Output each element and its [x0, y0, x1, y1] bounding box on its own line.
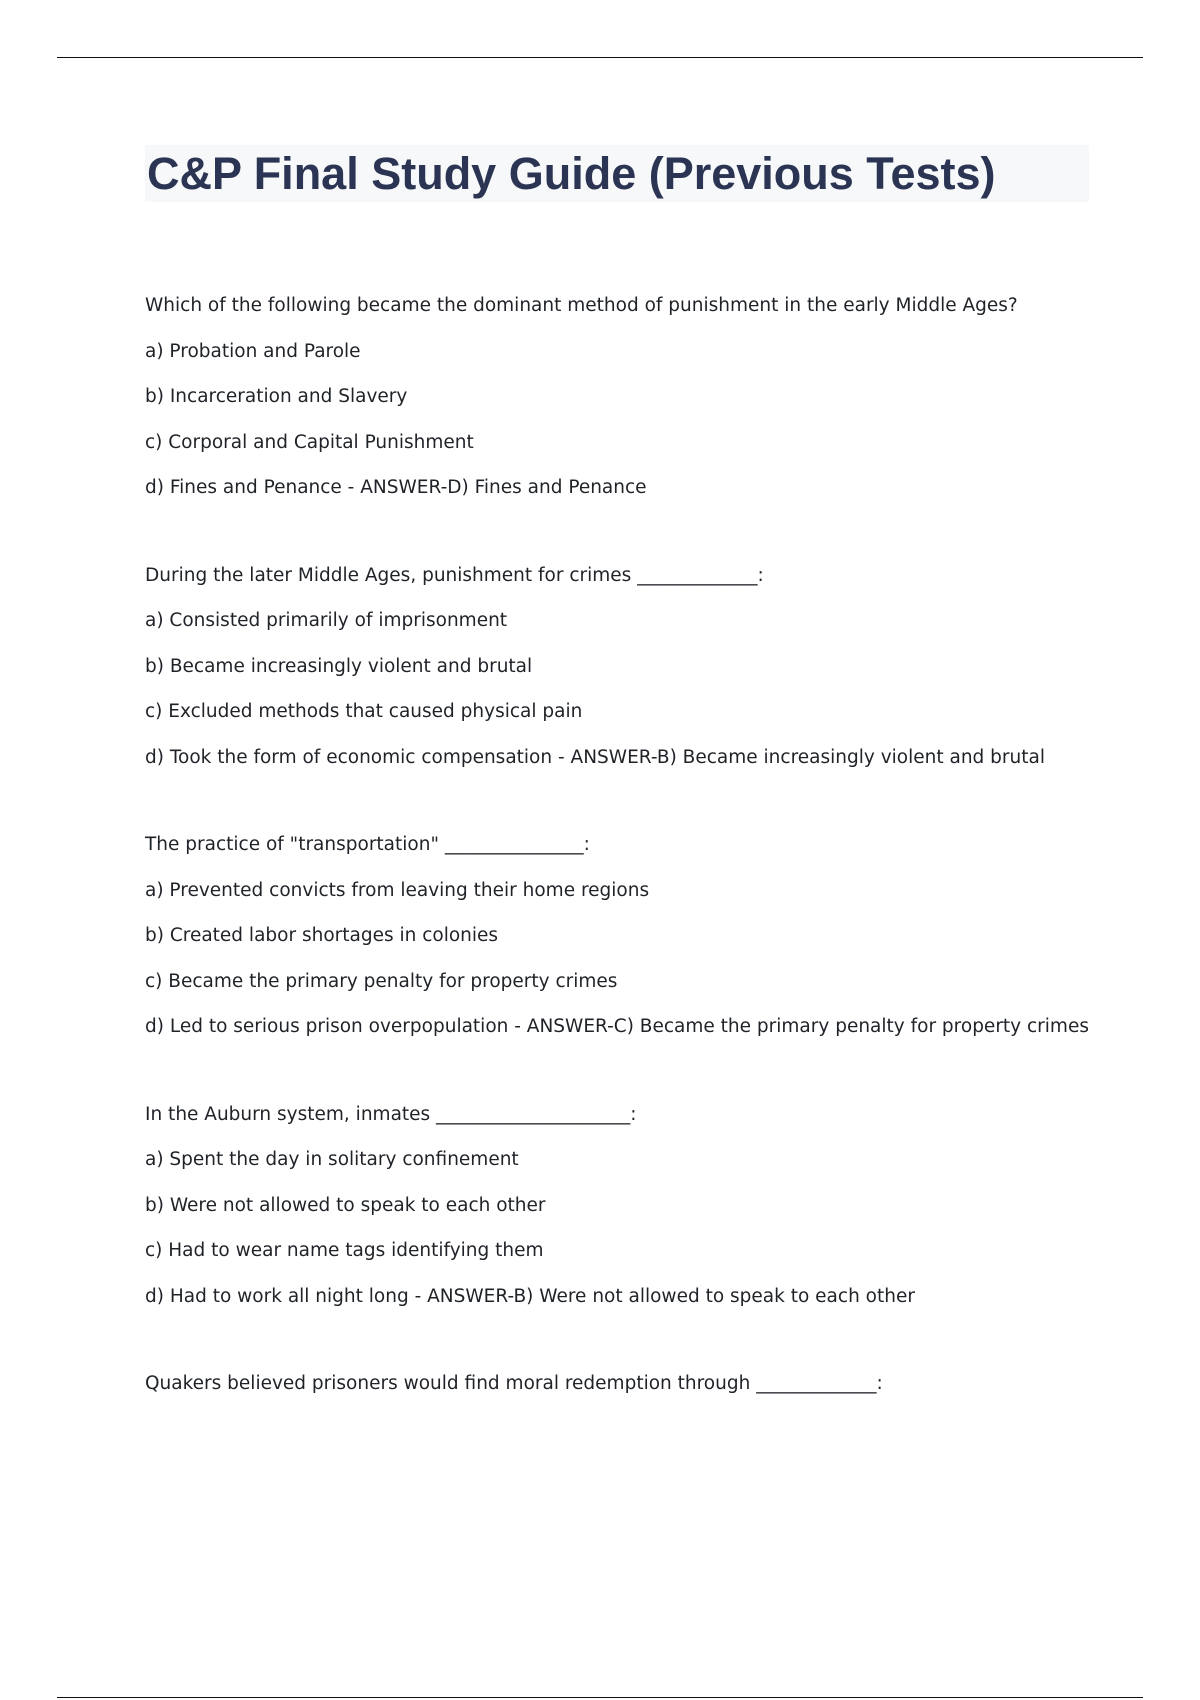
- question-prompt: Quakers believed prisoners would find moral redemption through _____________:: [145, 1373, 883, 1394]
- question-list: [145, 288, 1135, 1454]
- answer-option: a) Prevented convicts from leaving their home regions: [145, 879, 650, 901]
- footer-rule: [57, 1697, 1143, 1698]
- answer-option: a) Consisted primarily of imprisonment: [145, 610, 508, 631]
- answer-option: b) Became increasingly violent and brutal: [145, 655, 533, 677]
- header-rule: [57, 57, 1143, 58]
- question-prompt: During the later Middle Ages, punishment for crimes _____________:: [145, 564, 764, 586]
- answer-option: a) Probation and Parole: [145, 340, 361, 362]
- question-prompt: Which of the following became the dominant method of punishment in the early Middle Ages?: [145, 295, 1018, 316]
- answer-option-with-answer: d) Fines and Penance - ANSWER-D) Fines and Penance: [145, 477, 647, 498]
- question-block: [145, 558, 1135, 786]
- answer-option: b) Created labor shortages in colonies: [145, 925, 499, 946]
- answer-option: c) Had to wear name tags identifying them: [145, 1240, 544, 1261]
- question-block: [145, 288, 1135, 516]
- title-banner: [145, 145, 1089, 202]
- answer-option-with-answer: d) Had to work all night long - ANSWER-B) Were not allowed to speak to each other: [145, 1285, 915, 1307]
- question-block: [145, 827, 1135, 1055]
- document-title: C&P Final Study Guide (Previous Tests): [147, 148, 996, 199]
- question-block: [145, 1097, 1135, 1325]
- question-prompt: In the Auburn system, inmates _____________________:: [145, 1103, 637, 1125]
- answer-option: c) Became the primary penalty for property crimes: [145, 970, 618, 992]
- question-prompt: The practice of "transportation" _______________:: [145, 834, 590, 855]
- answer-option: b) Were not allowed to speak to each other: [145, 1194, 546, 1216]
- answer-option: a) Spent the day in solitary confinement: [145, 1149, 519, 1170]
- answer-option-with-answer: d) Took the form of economic compensation - ANSWER-B) Became increasingly violent and brutal: [145, 746, 1045, 768]
- answer-option: b) Incarceration and Slavery: [145, 386, 408, 407]
- question-block: [145, 1366, 1135, 1412]
- answer-option-with-answer: d) Led to serious prison overpopulation - ANSWER-C) Became the primary penalty for property crimes: [145, 1016, 1089, 1037]
- answer-option: c) Excluded methods that caused physical pain: [145, 701, 583, 722]
- answer-option: c) Corporal and Capital Punishment: [145, 431, 474, 453]
